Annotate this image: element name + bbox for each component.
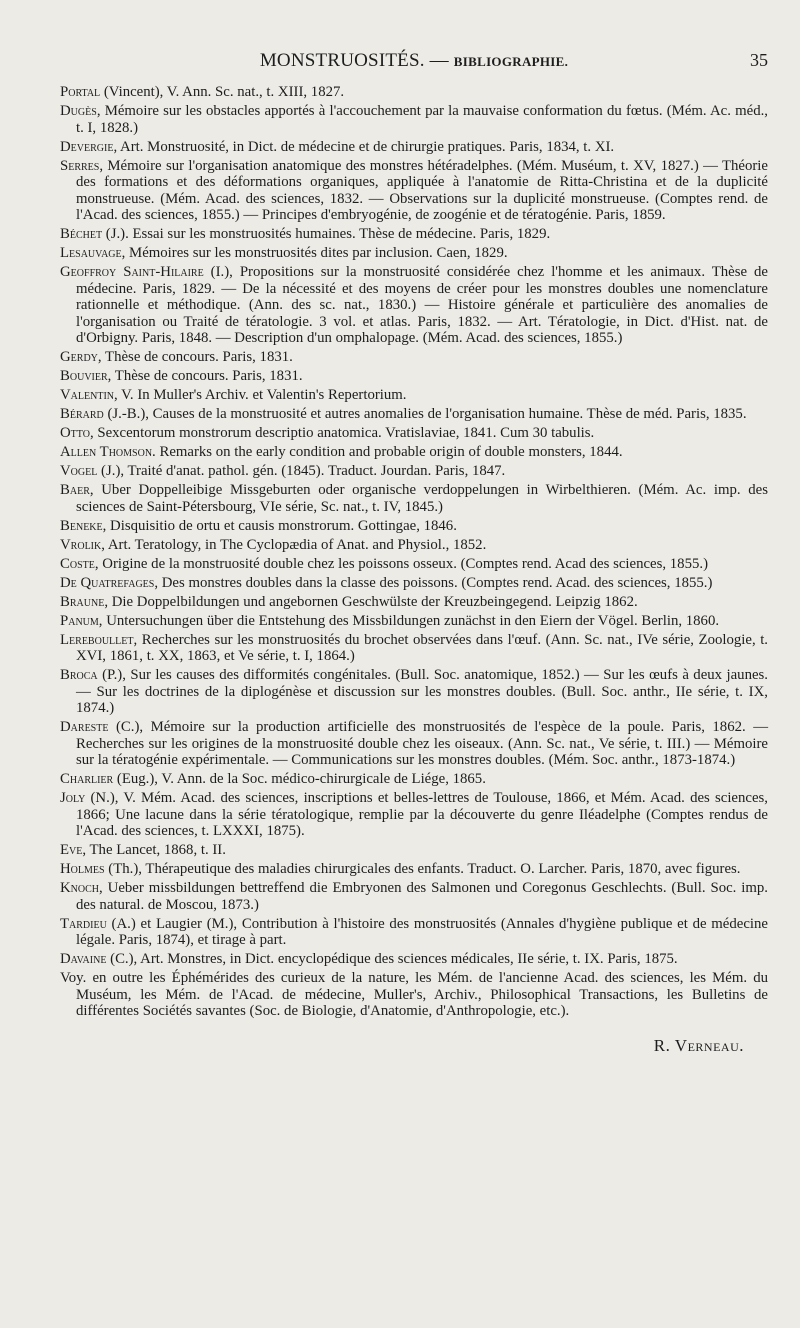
entry-author: Dugès (60, 103, 97, 119)
title-sub: BIBLIOGRAPHIE. (453, 54, 569, 69)
entry-text: , Untersuchungen über die Entstehung des Missbildungen zunächst in den Eiern der Vögel. Berlin, 1860. (98, 612, 720, 629)
entry-author: Allen Thomson (60, 444, 153, 460)
running-header (60, 50, 768, 78)
entry-text: , Art. Teratology, in The Cyclopædia of Anat. and Physiol., 1852. (101, 536, 487, 553)
entry-author: Coste (60, 555, 95, 572)
bibliography-entry (60, 463, 768, 480)
entry-author: Lesauvage (60, 245, 122, 261)
title-separator: — (424, 50, 454, 71)
bibliography-entry (60, 667, 768, 717)
entry-text: , Sexcentorum monstrorum descriptio anatomica. Vratislaviae, 1841. Cum 30 tabulis. (89, 425, 595, 441)
entry-author: Otto (60, 425, 90, 441)
entry-text: (I.), Propositions sur la monstruosité considérée chez l'homme et les animaux. Thèse de médecine. Paris, 1829. — De la nécessité et des moyens de créer pour les monstres doubles une nomenclature rationnelle et méthodique. (Ann. des sc. nat., 1830.) — Histoire générale et particulière des anomalies de l'organisation ou Traité de tératologie. 3 vol. et atlas. Paris, 1832. — Art. Tératologie, in Dict. d'Hist. nat. de d'Orbigny. Paris, 1848. — Description d'un omphalopage. (Mém. Acad. des sciences, 1855.) (76, 264, 768, 346)
bibliography-list (60, 84, 768, 1020)
bibliography-entry (60, 518, 768, 535)
bibliography-entry (60, 790, 768, 840)
entry-text: , Disquisitio de ortu et causis monstrorum. Gottingae, 1846. (102, 517, 457, 534)
entry-author: Dareste (60, 719, 109, 735)
entry-author: Holmes (60, 861, 105, 877)
entry-text: , Origine de la monstruosité double chez les poissons osseux. (Comptes rend. Acad des sciences, 1855.) (94, 555, 708, 572)
bibliography-entry (60, 575, 768, 592)
entry-text: (J.), Traité d'anat. pathol. gén. (1845). Traduct. Jourdan. Paris, 1847. (97, 463, 506, 479)
bibliography-entry (60, 771, 768, 788)
bibliography-entry (60, 425, 768, 442)
entry-text: , Ueber missbildungen bettreffend die Embryonen des Salmonen und Coregonus Geschlechts. (Bull. Soc. imp. des natural. de Moscou, 1873.) (76, 880, 768, 913)
bibliography-entry (60, 719, 768, 769)
bibliography-entry (60, 103, 768, 136)
bibliography-entry (60, 594, 768, 611)
entry-author: Knoch (60, 880, 100, 896)
entry-text: , Die Doppelbildungen und angebornen Geschwülste der Kreuzbeingegend. Leipzig 1862. (104, 593, 638, 610)
bibliography-entry (60, 264, 768, 347)
entry-author: Vogel (60, 463, 98, 479)
bibliography-entry (60, 842, 768, 859)
bibliography-entry (60, 556, 768, 573)
entry-author: Beneke (60, 517, 103, 534)
bibliography-entry (60, 916, 768, 949)
entry-text: , Mémoire sur l'organisation anatomique des monstres hétéradelphes. (Mém. Muséum, t. XV, 1827.) — Théorie des formations et des déformations organiques, appliquée à l'anatomie de Ritta-Christina et de la duplicité monstrueuse. (Mém. Acad. des sciences, 1832. — Observations sur la duplicité monstrueuse. (Comptes rend. de l'Acad. des sciences, 1855.) — Principes d'embryogénie, de zoogénie et de tératogénie. Paris, 1859. (76, 157, 768, 223)
entry-text: , Mémoire sur les obstacles apportés à l'accouchement par la mauvaise conformation du fœtus. (Mém. Ac. méd., t. I, 1828.) (76, 103, 768, 136)
entry-text: (Eug.), V. Ann. de la Soc. médico-chirurgicale de Liége, 1865. (113, 771, 486, 787)
entry-author: Baer (60, 482, 90, 498)
entry-author: Vrolik (60, 536, 102, 553)
bibliography-entry (60, 349, 768, 366)
entry-text: , Thèse de concours. Paris, 1831. (97, 349, 293, 365)
title-main: MONSTRUOSITÉS. (259, 50, 425, 71)
page-number: 35 (750, 50, 768, 70)
entry-author: Broca (60, 667, 98, 683)
entry-text: , The Lancet, 1868, t. II. (82, 842, 226, 858)
entry-author: Béchet (60, 226, 103, 242)
entry-text: , Thèse de concours. Paris, 1831. (107, 368, 303, 384)
entry-text: , Recherches sur les monstruosités du brochet observées dans l'œuf. (Ann. Sc. nat., IVe série, Zoologie, t. XVI, 1861, t. XX, 1863, et Ve série, t. I, 1864.) (76, 631, 768, 664)
bibliography-entry (60, 245, 768, 262)
bibliography-entry (60, 226, 768, 243)
entry-text: , Mémoires sur les monstruosités dites par inclusion. Caen, 1829. (121, 245, 508, 261)
entry-text: , V. In Muller's Archiv. et Valentin's Repertorium. (114, 387, 407, 403)
bibliography-entry (60, 387, 768, 404)
entry-text: (N.), V. Mém. Acad. des sciences, inscriptions et belles-lettres de Toulouse, 1866, et Mém. Acad. des sciences, 1866; Une lacune dans la série tératologique, remplie par la découverte du genre Iléadelphe (Comptes rendus de l'Acad. des sciences, t. LXXXI, 1875). (76, 790, 768, 839)
entry-text: , Art. Monstruosité, in Dict. de médecine et de chirurgie pratiques. Paris, 1834, t. XI. (113, 138, 615, 155)
entry-author: Davaine (60, 951, 107, 967)
entry-text: (C.), Mémoire sur la production artificielle des monstruosités de l'espèce de la poule. Paris, 1862. — Recherches sur les origines de la monstruosité double chez les oiseaux. (Ann. Sc. nat., Ve série, t. III.) — Mémoire sur la tératogénie expérimentale. — Communications sur les monstres doubles. (Mém. Soc. anthr., 1873-1874.) (76, 719, 768, 768)
bibliography-entry (60, 84, 768, 101)
bibliography-entry (60, 970, 768, 1020)
bibliography-entry (60, 880, 768, 913)
entry-author: Bouvier (60, 368, 108, 384)
entry-author: Eve (60, 842, 83, 858)
entry-author: Panum (60, 612, 99, 629)
bibliography-entry (60, 482, 768, 515)
bibliography-entry (60, 158, 768, 224)
bibliography-entry (60, 951, 768, 968)
entry-author: Bérard (60, 406, 104, 422)
entry-author: Valentin (60, 387, 115, 403)
entry-text: , Des monstres doubles dans la classe des poissons. (Comptes rend. Acad. des sciences, 1855.) (154, 574, 713, 591)
entry-text: . Remarks on the early condition and probable origin of double monsters, 1844. (152, 444, 623, 460)
bibliography-entry (60, 861, 768, 878)
entry-text: (J.). Essai sur les monstruosités humaines. Thèse de médecine. Paris, 1829. (102, 226, 551, 242)
entry-text: (Vincent), V. Ann. Sc. nat., t. XIII, 1827. (100, 84, 345, 100)
entry-author: Braune (60, 593, 105, 610)
running-title (60, 50, 768, 72)
entry-author: Gerdy (60, 349, 98, 365)
entry-author: De Quatrefages (60, 574, 155, 591)
author-signature: R. Verneau. (653, 1035, 744, 1055)
bibliography-entry (60, 406, 768, 423)
bibliography-entry (60, 632, 768, 665)
entry-text: Voy. en outre les Éphémérides des curieux de la nature, les Mém. de l'ancienne Acad. des sciences, les Mém. du Muséum, les Mém. de l'Acad. de médecine, Muller's, Archiv., Philosophical Transactions, les Bulletins de différentes Sociétés savantes (Soc. de Biologie, d'Anatomie, d'Anthropologie, etc.). (60, 970, 768, 1019)
entry-author: Charlier (60, 771, 114, 787)
bibliography-entry (60, 368, 768, 385)
entry-author: Lereboullet (60, 631, 134, 648)
bibliography-entry (60, 537, 768, 554)
bibliography-entry (60, 613, 768, 630)
bibliography-entry (60, 139, 768, 156)
entry-author: Joly (60, 790, 86, 806)
entry-text: , Uber Doppelleibige Missgeburten oder organische verdoppelungen in Wirbelthieren. (Mém. Ac. imp. des sciences de Saint-Pétersbourg, VIe série, Sc. nat., t. IV, 1845.) (76, 482, 768, 515)
entry-author: Portal (60, 84, 101, 100)
entry-author: Tardieu (60, 915, 107, 932)
bibliography-entry (60, 444, 768, 461)
entry-text: (C.), Art. Monstres, in Dict. encyclopédique des sciences médicales, IIe série, t. IX. Paris, 1875. (106, 951, 678, 967)
entry-author: Serres (60, 157, 100, 174)
entry-text: (P.), Sur les causes des difformités congénitales. (Bull. Soc. anatomique, 1852.) — Sur les œufs à deux jaunes. — Sur les doctrines de la diplogénèse et discussion sur les monstres doubles. (Bull. Soc. anthr., IIe série, t. IX, 1874.) (76, 667, 768, 716)
entry-text: (J.-B.), Causes de la monstruosité et autres anomalies de l'organisation humaine. Thèse de méd. Paris, 1835. (103, 406, 747, 422)
entry-text: (A.) et Laugier (M.), Contribution à l'histoire des monstruosités (Annales d'hygiène publique et de médecine légale. Paris, 1874), et tirage à part. (76, 915, 768, 948)
entry-author: Geoffroy Saint-Hilaire (60, 264, 204, 280)
entry-author: Devergie (60, 138, 114, 155)
entry-text: (Th.), Thérapeutique des maladies chirurgicales des enfants. Traduct. O. Larcher. Paris, 1870, avec figures. (104, 861, 741, 877)
